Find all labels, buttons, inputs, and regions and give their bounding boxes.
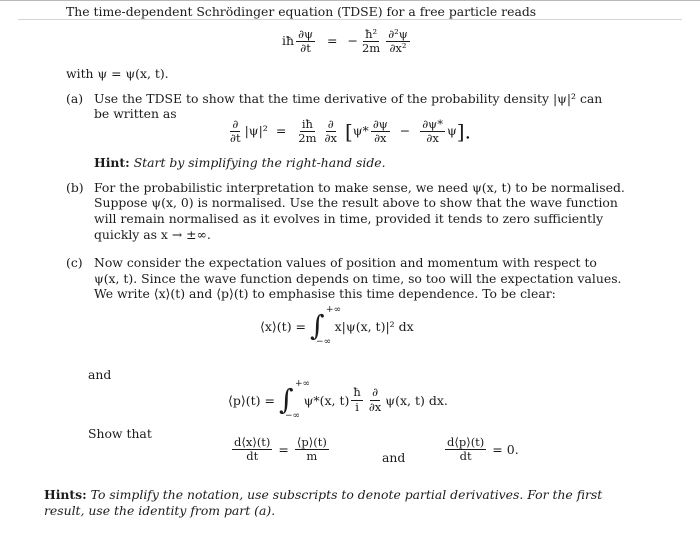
hints-line1 <box>44 487 602 503</box>
part-b-line3: will remain normalised as it evolves in time, provided it tends to zero sufficiently <box>94 211 604 226</box>
tdse-coeff-fraction <box>360 28 382 55</box>
rp-equals: = 0. <box>492 442 519 458</box>
part-c-line3: We write ⟨x⟩(t) and ⟨p⟩(t) to emphasise this time dependence. To be clear: <box>94 286 556 301</box>
frac-num: ħ² <box>365 27 378 41</box>
tdse-minus: − <box>347 33 358 49</box>
frac-den: dt <box>459 449 472 464</box>
ep-pre: ψ*(x, t) <box>303 392 350 408</box>
part-c-line2: ψ(x, t). Since the wave function depends on time, so too will the expectation values. <box>94 271 622 286</box>
probability-density-equation <box>226 118 471 145</box>
frac-den: m <box>306 449 318 464</box>
tdse-deriv-fraction <box>386 28 410 55</box>
part-b-label: (b) <box>66 180 84 195</box>
frac-num: ∂ <box>232 117 239 131</box>
integral-sign: ∫ +∞ −∞ <box>278 379 311 421</box>
ex-integrand: x|ψ(x, t)|² dx <box>334 318 414 334</box>
with-line: with ψ = ψ(x, t). <box>66 66 169 81</box>
frac-num: ∂ψ* <box>422 117 443 131</box>
frac-den: 2m <box>361 41 381 56</box>
pd-minus: − <box>399 123 411 139</box>
ep-hbar-fraction <box>351 386 362 413</box>
integral-upper: +∞ <box>326 305 342 315</box>
frac-den: dt <box>246 449 259 464</box>
part-a-hint <box>94 155 386 171</box>
pd-close-bracket: ]. <box>456 119 471 144</box>
frac-num: iħ <box>301 117 313 131</box>
pd-equals: = <box>275 123 287 139</box>
hint-text: Start by simplifying the right-hand side. <box>133 155 386 170</box>
part-c-line1: Now consider the expectation values of position and momentum with respect to <box>94 255 597 270</box>
frac-den: ∂x² <box>389 41 407 56</box>
tdse-lhs-fraction <box>296 28 315 55</box>
part-a-line2: be written as <box>94 106 177 121</box>
frac-den: ∂x <box>374 131 387 146</box>
part-a-label: (a) <box>66 91 84 106</box>
rx-lhs-fraction <box>232 436 272 463</box>
hints-label: Hints: <box>44 487 87 502</box>
ex-lhs: ⟨x⟩(t) = <box>260 318 307 334</box>
hints-line2 <box>44 503 275 519</box>
frac-num: ∂ <box>327 117 334 131</box>
part-b-line2: Suppose ψ(x, 0) is normalised. Use the result above to show that the wave function <box>94 195 618 210</box>
hints-text-2: result, use the identity from part (a). <box>44 503 276 518</box>
pd-open-bracket: [ <box>344 119 353 144</box>
part-b-line1: For the probabilistic interpretation to make sense, we need ψ(x, t) to be normalised. <box>94 180 625 195</box>
frac-den: ∂x <box>368 399 382 414</box>
pd-psi: ψ <box>446 123 457 139</box>
header-rule <box>18 19 682 20</box>
frac-num: ∂²ψ <box>388 27 408 41</box>
expectation-x-equation <box>260 306 414 346</box>
hints-text-1: To simplify the notation, use subscripts to denote partial derivatives. For the first <box>90 487 603 502</box>
frac-den: i <box>355 399 359 414</box>
top-border <box>0 0 700 1</box>
result-p-equation <box>443 436 519 463</box>
ep-lhs: ⟨p⟩(t) = <box>228 392 275 408</box>
hint-label: Hint: <box>94 155 130 170</box>
pd-term1-fraction <box>371 118 390 145</box>
frac-den: ∂t <box>230 131 241 146</box>
frac-den: ∂x <box>426 131 439 146</box>
frac-num: ħ <box>353 385 361 400</box>
integral-upper: +∞ <box>294 379 311 389</box>
pd-mod: |ψ|² <box>244 123 268 139</box>
result-x-equation <box>230 436 331 463</box>
part-b-line4: quickly as x → ±∞. <box>94 227 211 242</box>
frac-num: ∂ <box>372 385 379 400</box>
frac-num: ∂ψ <box>298 27 314 41</box>
and-label: and <box>88 367 112 382</box>
rp-lhs-fraction <box>445 436 486 463</box>
frac-den: ∂x <box>324 131 337 146</box>
integral-lower: −∞ <box>284 411 301 421</box>
frac-num: ∂ψ <box>372 117 388 131</box>
frac-num: d⟨x⟩(t) <box>234 435 271 449</box>
pd-dx-fraction <box>323 118 339 145</box>
show-that-label: Show that <box>88 426 152 441</box>
rx-rhs-fraction <box>295 436 329 463</box>
part-a-line1: Use the TDSE to show that the time derivative of the probability density |ψ|² can <box>94 91 603 106</box>
expectation-p-equation <box>228 380 448 420</box>
integral-lower: −∞ <box>316 337 332 347</box>
pd-dt-fraction <box>228 118 243 145</box>
rx-equals: = <box>278 442 289 458</box>
integral-sign: ∫ +∞ −∞ <box>310 305 342 347</box>
pd-term2-fraction <box>420 118 445 145</box>
ep-post: ψ(x, t) dx. <box>385 392 448 408</box>
frac-den: ∂t <box>300 41 311 56</box>
pd-coeff-fraction <box>296 118 318 145</box>
frac-num: d⟨p⟩(t) <box>447 435 485 449</box>
frac-num: ⟨p⟩(t) <box>296 435 327 449</box>
and-label-2: and <box>382 450 406 465</box>
frac-den: 2m <box>298 131 317 146</box>
pd-psi-star: ψ* <box>352 123 369 139</box>
tdse-equation <box>282 28 412 55</box>
tdse-lhs-prefix: iħ <box>282 33 295 49</box>
tdse-equals: = <box>327 33 338 49</box>
part-c-label: (c) <box>66 255 83 270</box>
intro-text: The time-dependent Schrödinger equation (TDSE) for a free particle reads <box>66 4 537 19</box>
ep-dx-fraction <box>367 386 383 413</box>
